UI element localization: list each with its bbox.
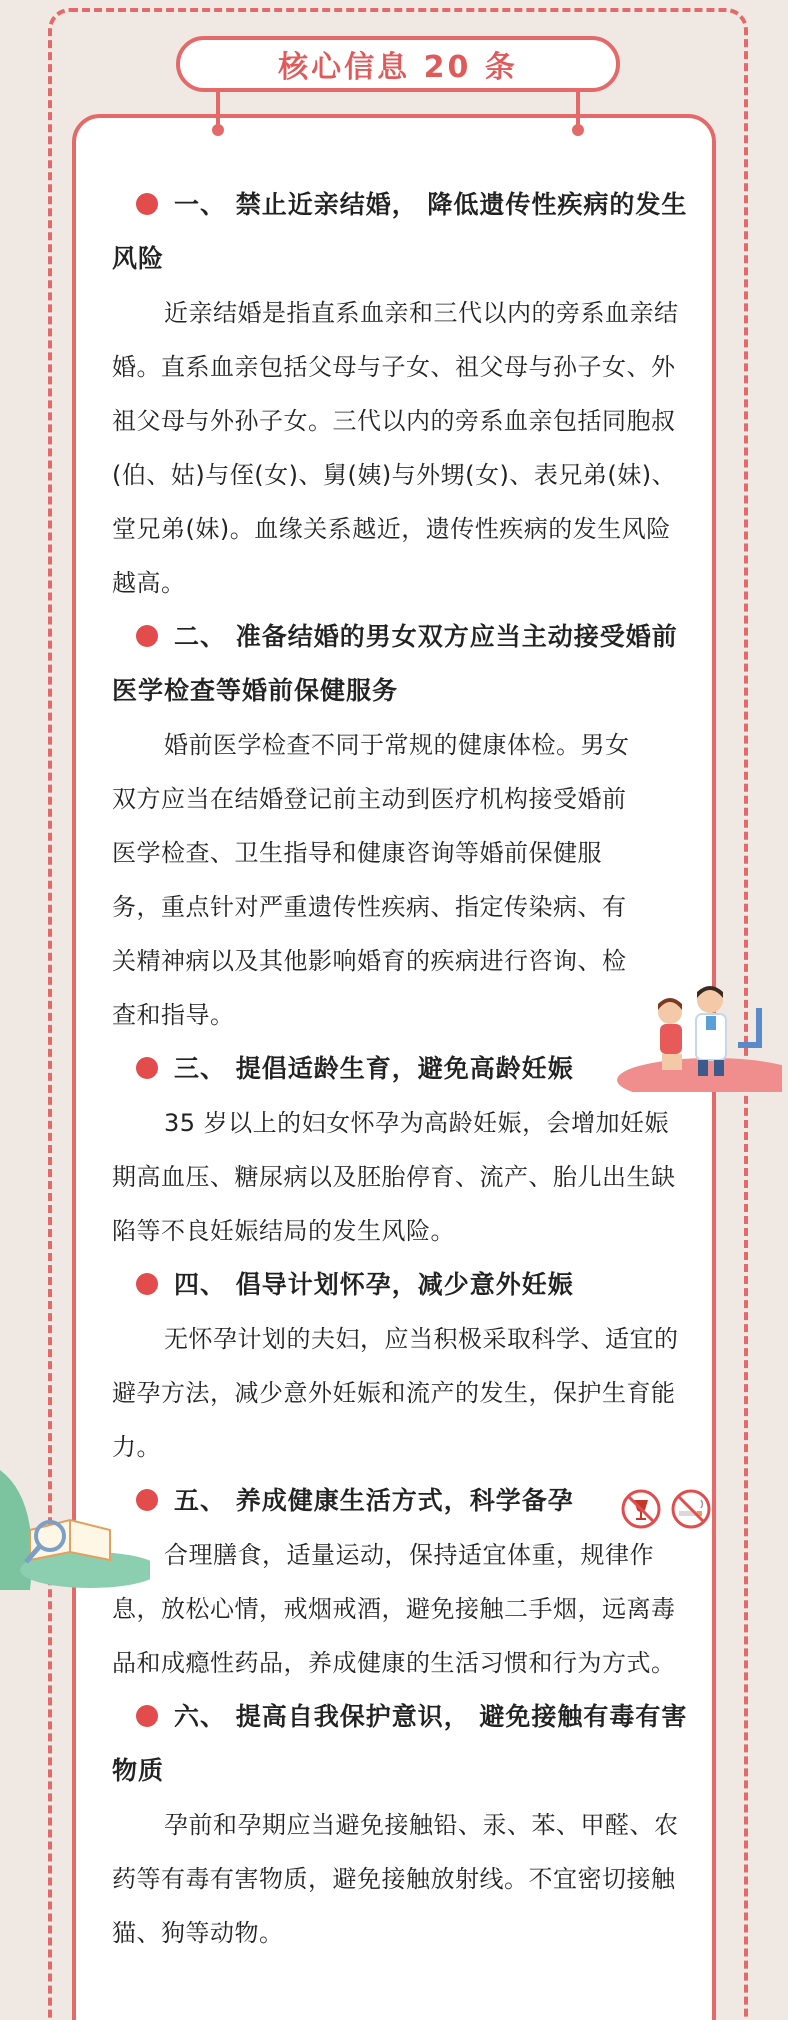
title-banner xyxy=(176,36,620,92)
no-alcohol-icon xyxy=(620,1488,662,1530)
no-smoking-icon xyxy=(670,1488,712,1530)
section-body: 无怀孕计划的夫妇，应当积极采取科学、适宜的避孕方法，减少意外妊娠和流产的发生，保护生育能力。 xyxy=(112,1325,679,1461)
section-6 xyxy=(112,1690,692,1960)
page-title: 核心信息 20 条 xyxy=(278,50,518,85)
section-5 xyxy=(112,1474,692,1690)
section-body: 孕前和孕期应当避免接触铅、汞、苯、甲醛、农药等有毒有害物质，避免接触放射线。不宜密切接触猫、狗等动物。 xyxy=(112,1811,679,1947)
section-heading: 六、 提高自我保护意识， 避免接触有毒有害物质 xyxy=(112,1702,688,1785)
section-body: 合理膳食，适量运动，保持适宜体重，规律作息，放松心情，戒烟戒酒，避免接触二手烟，远离毒品和成瘾性药品，养成健康的生活习惯和行为方式。 xyxy=(112,1541,676,1677)
bullet-dot xyxy=(136,1273,158,1295)
section-heading: 四、 倡导计划怀孕，减少意外妊娠 xyxy=(112,1258,692,1312)
doctor-patient-illustration xyxy=(592,972,782,1092)
bullet-dot xyxy=(136,1705,158,1727)
bullet-dot xyxy=(136,625,158,647)
lifestyle-icons xyxy=(620,1488,716,1532)
bullet-dot xyxy=(136,193,158,215)
section-body: 近亲结婚是指直系血亲和三代以内的旁系血亲结婚。直系血亲包括父母与子女、祖父母与孙子女、外祖父母与外孙子女。三代以内的旁系血亲包括同胞叔(伯、姑)与侄(女)、舅(姨)与外甥(女)、表兄弟(妹)、堂兄弟(妹)。血缘关系越近，遗传性疾病的发生风险越高。 xyxy=(112,299,679,597)
section-heading: 二、 准备结婚的男女双方应当主动接受婚前医学检查等婚前保健服务 xyxy=(112,622,678,705)
section-heading: 三、 提倡适龄生育，避免高龄妊娠 xyxy=(112,1042,692,1096)
section-4 xyxy=(112,1258,692,1474)
section-body: 婚前医学检查不同于常规的健康体检。男女双方应当在结婚登记前主动到医疗机构接受婚前医学检查、卫生指导和健康咨询等婚前保健服务，重点针对严重遗传性疾病、指定传染病、有关精神病以及其他影响婚育的疾病进行咨询、检查和指导。 xyxy=(112,731,630,1029)
plant-book-illustration xyxy=(0,1440,150,1590)
section-body: 35 岁以上的妇女怀孕为高龄妊娠，会增加妊娠期高血压、糖尿病以及胚胎停育、流产、胎儿出生缺陷等不良妊娠结局的发生风险。 xyxy=(112,1109,676,1245)
bullet-dot xyxy=(136,1057,158,1079)
title-connector-left xyxy=(216,88,220,132)
section-1 xyxy=(112,178,692,610)
section-heading: 五、 养成健康生活方式，科学备孕 xyxy=(112,1474,632,1528)
title-connector-right xyxy=(576,88,580,132)
section-heading: 一、 禁止近亲结婚， 降低遗传性疾病的发生风险 xyxy=(112,190,688,273)
